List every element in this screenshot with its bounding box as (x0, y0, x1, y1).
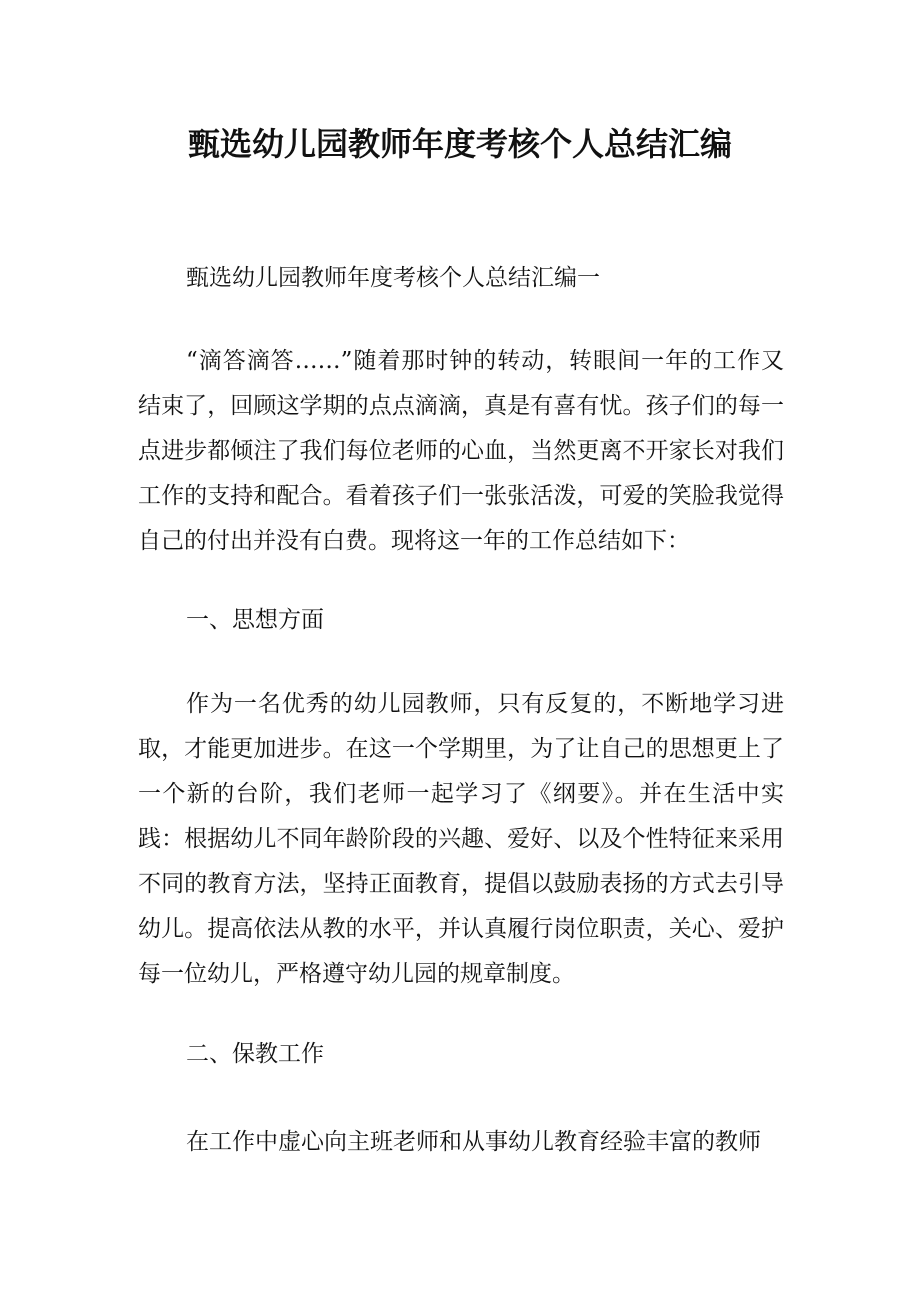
section-heading-care-education: 二、保教工作 (186, 1041, 324, 1067)
paragraph-intro: “滴答滴答……”随着那时钟的转动，转眼间一年的工作又结束了，回顾这学期的点点滴滴，真是有喜有忧。孩子们的每一点进步都倾注了我们每位老师的心血，当然更离不开家长对我们工作的支持和配合。看着孩子们一张张活泼，可爱的笑脸我觉得自己的付出并没有白费。现将这一年的工作总结如下： (138, 348, 784, 554)
paragraph-care-education: 在工作中虚心向主班老师和从事幼儿教育经验丰富的教师 (186, 1129, 761, 1155)
document-title: 甄选幼儿园教师年度考核个人总结汇编 (187, 125, 732, 163)
document-subtitle: 甄选幼儿园教师年度考核个人总结汇编一 (186, 265, 600, 291)
paragraph-thought: 作为一名优秀的幼儿园教师，只有反复的，不断地学习进取，才能更加进步。在这一个学期里，为了让自己的思想更上了一个新的台阶，我们老师一起学习了《纲要》。并在生活中实践：根据幼儿不同年龄阶段的兴趣、爱好、以及个性特征来采用不同的教育方法，坚持正面教育，提倡以鼓励表扬的方式去引导幼儿。提高依法从教的水平，并认真履行岗位职责，关心、爱护每一位幼儿，严格遵守幼儿园的规章制度。 (138, 691, 784, 987)
section-heading-thought: 一、思想方面 (186, 607, 324, 633)
